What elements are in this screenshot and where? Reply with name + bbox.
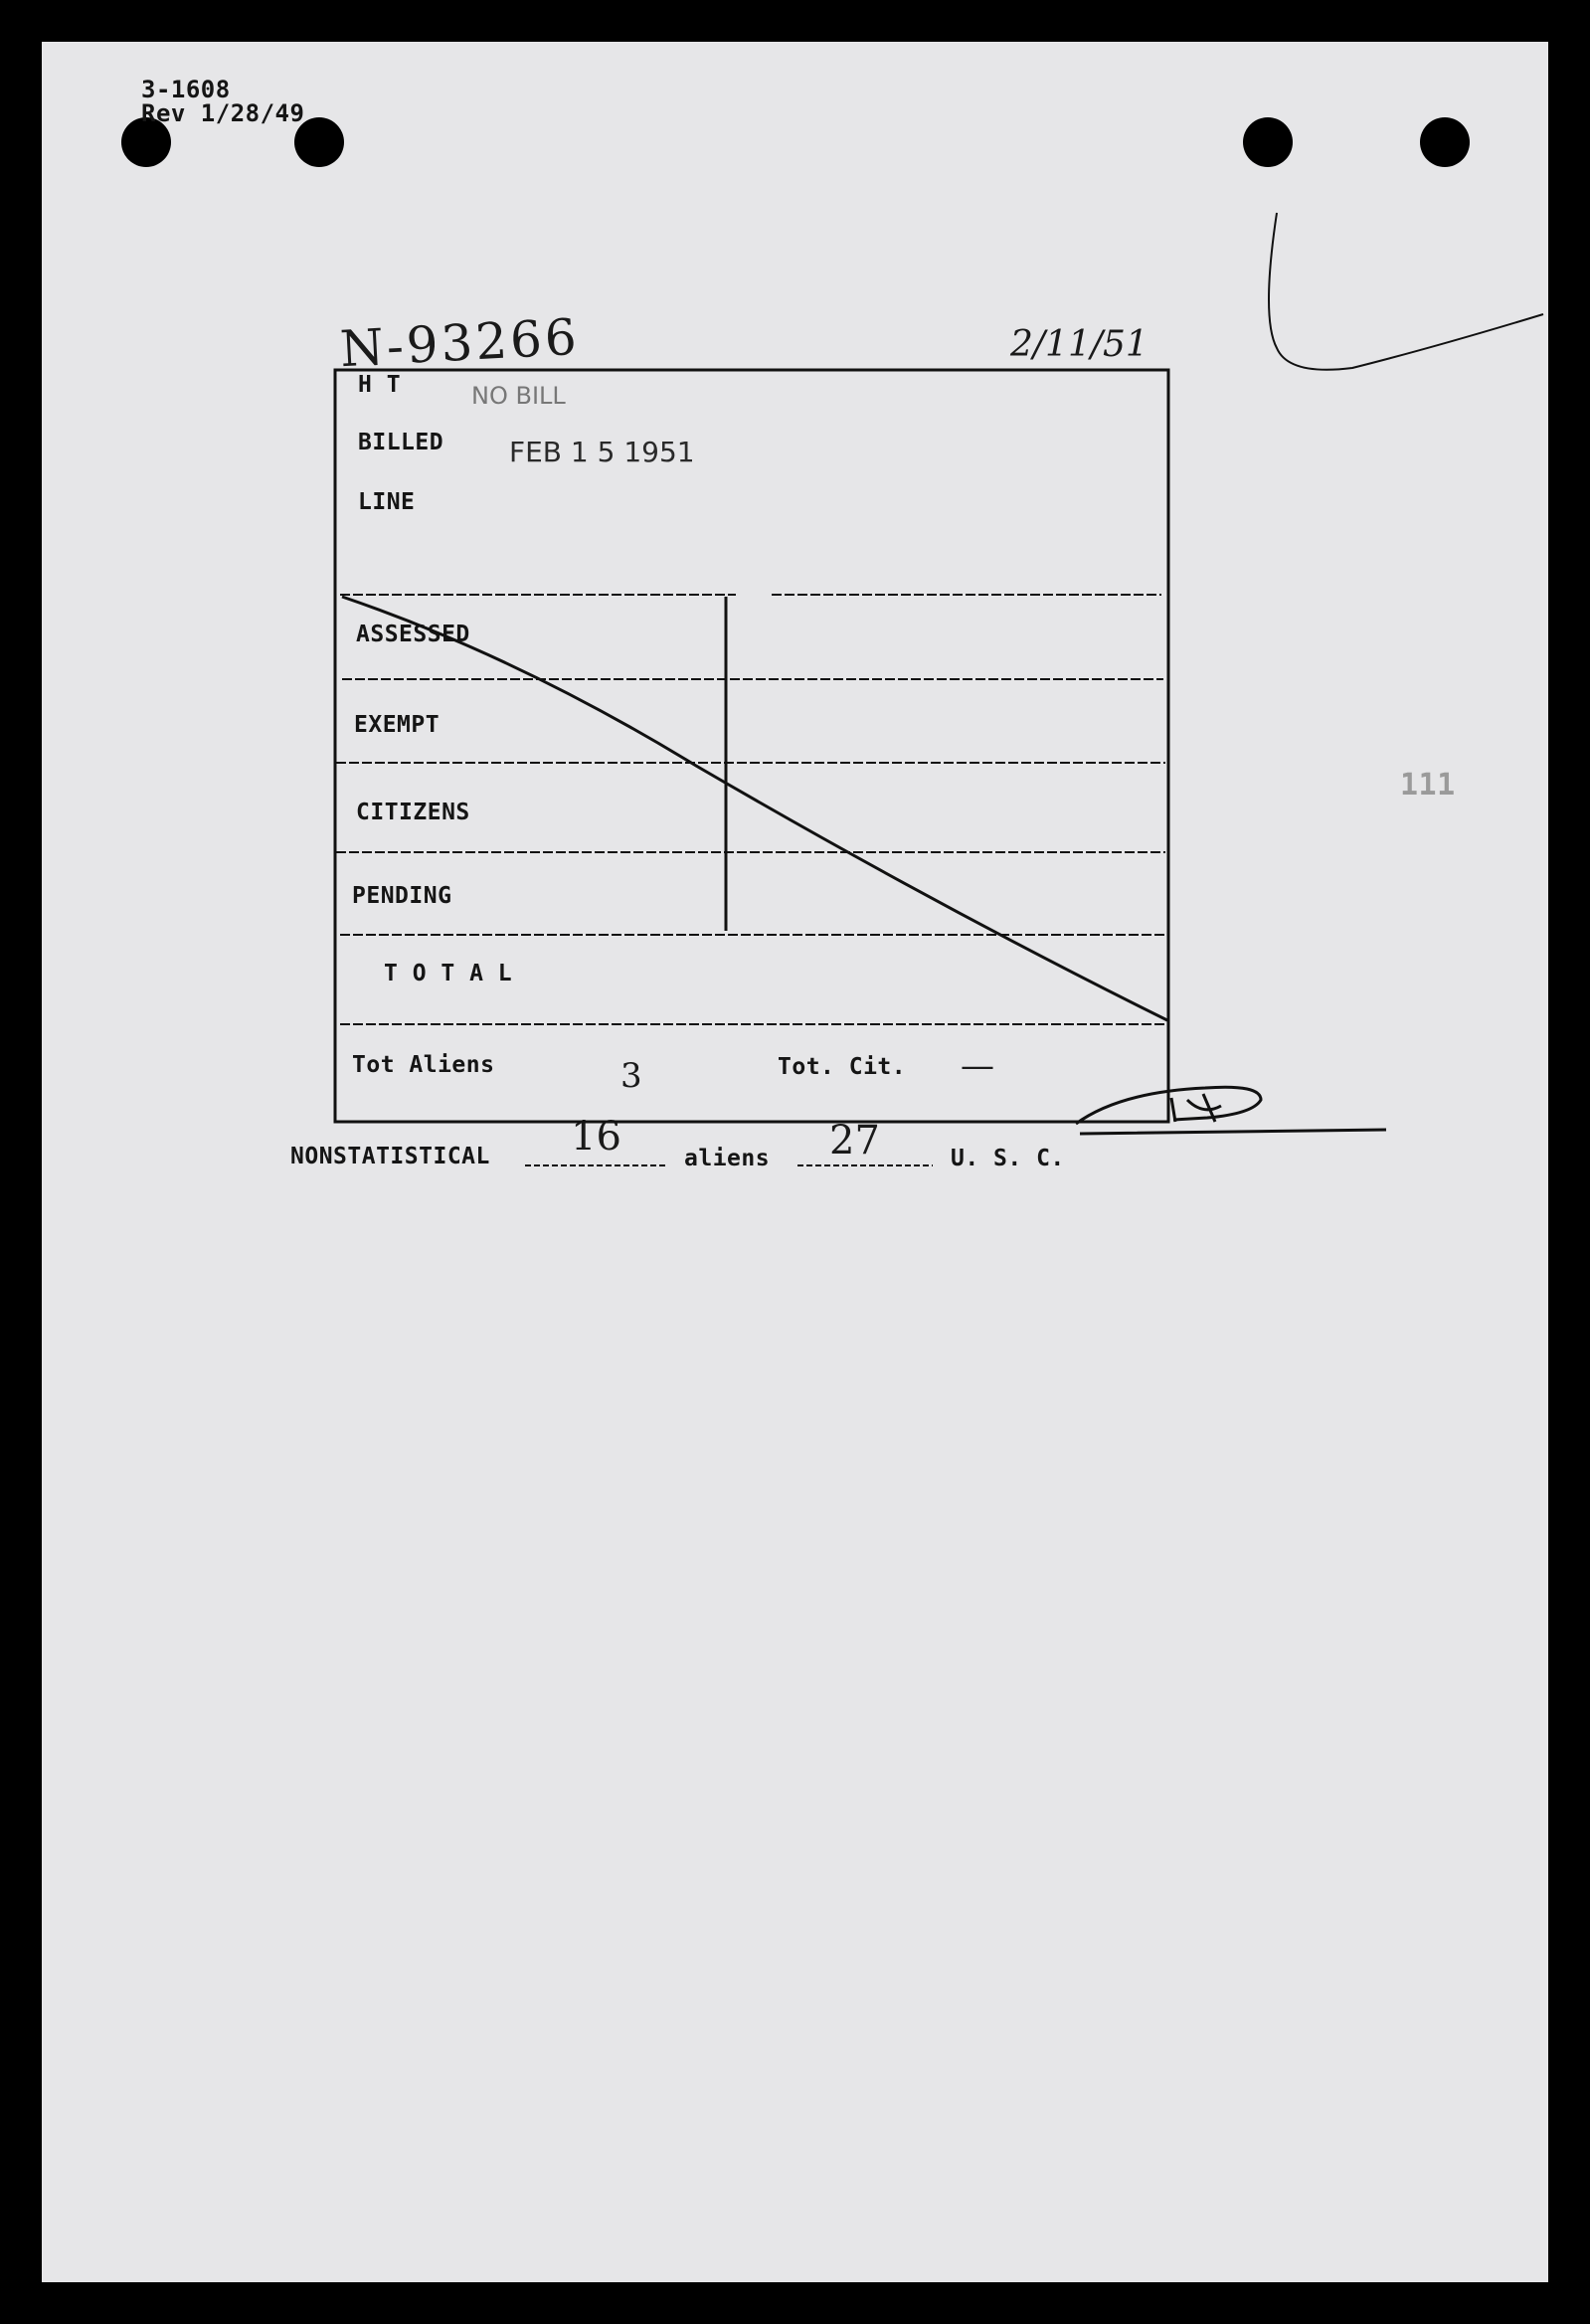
tot-cit-label: Tot. Cit. [778,1054,907,1080]
row-label-citizens: CITIZENS [356,800,470,825]
nonstatistical-aliens-value: 16 [571,1114,621,1160]
nonstatistical-usc-value: 27 [829,1118,880,1163]
nonstatistical-label: NONSTATISTICAL [290,1144,490,1169]
header-row-ht: H T [358,372,402,398]
tot-cit-value: — [961,1046,994,1086]
tot-aliens-label: Tot Aliens [352,1052,495,1078]
tot-aliens-value: 3 [620,1056,642,1096]
diagonal-strike [342,597,1167,1020]
row-label-assessed: ASSESSED [356,622,470,647]
side-mark: 111 [1400,768,1456,803]
handwritten-date: 2/11/51 [1010,324,1148,365]
billed-date-stamp: FEB 1 5 1951 [509,436,695,468]
row-label-pending: PENDING [352,883,452,909]
table-box [335,370,1168,1122]
form-number: 3-1608 [141,76,231,103]
total-label: T O T A L [384,961,513,986]
signature [1076,1087,1386,1134]
row-label-exempt: EXEMPT [354,712,441,738]
file-number: N-93266 [338,307,582,379]
form-revision: Rev 1/28/49 [141,99,305,127]
no-bill-stamp: NO BILL [471,382,566,410]
header-row-billed: BILLED [358,430,444,455]
header-row-line: LINE [358,489,416,515]
margin-curve [1269,213,1543,370]
nonstatistical-usc-label: U. S. C. [951,1146,1065,1171]
nonstatistical-aliens-label: aliens [684,1146,771,1171]
